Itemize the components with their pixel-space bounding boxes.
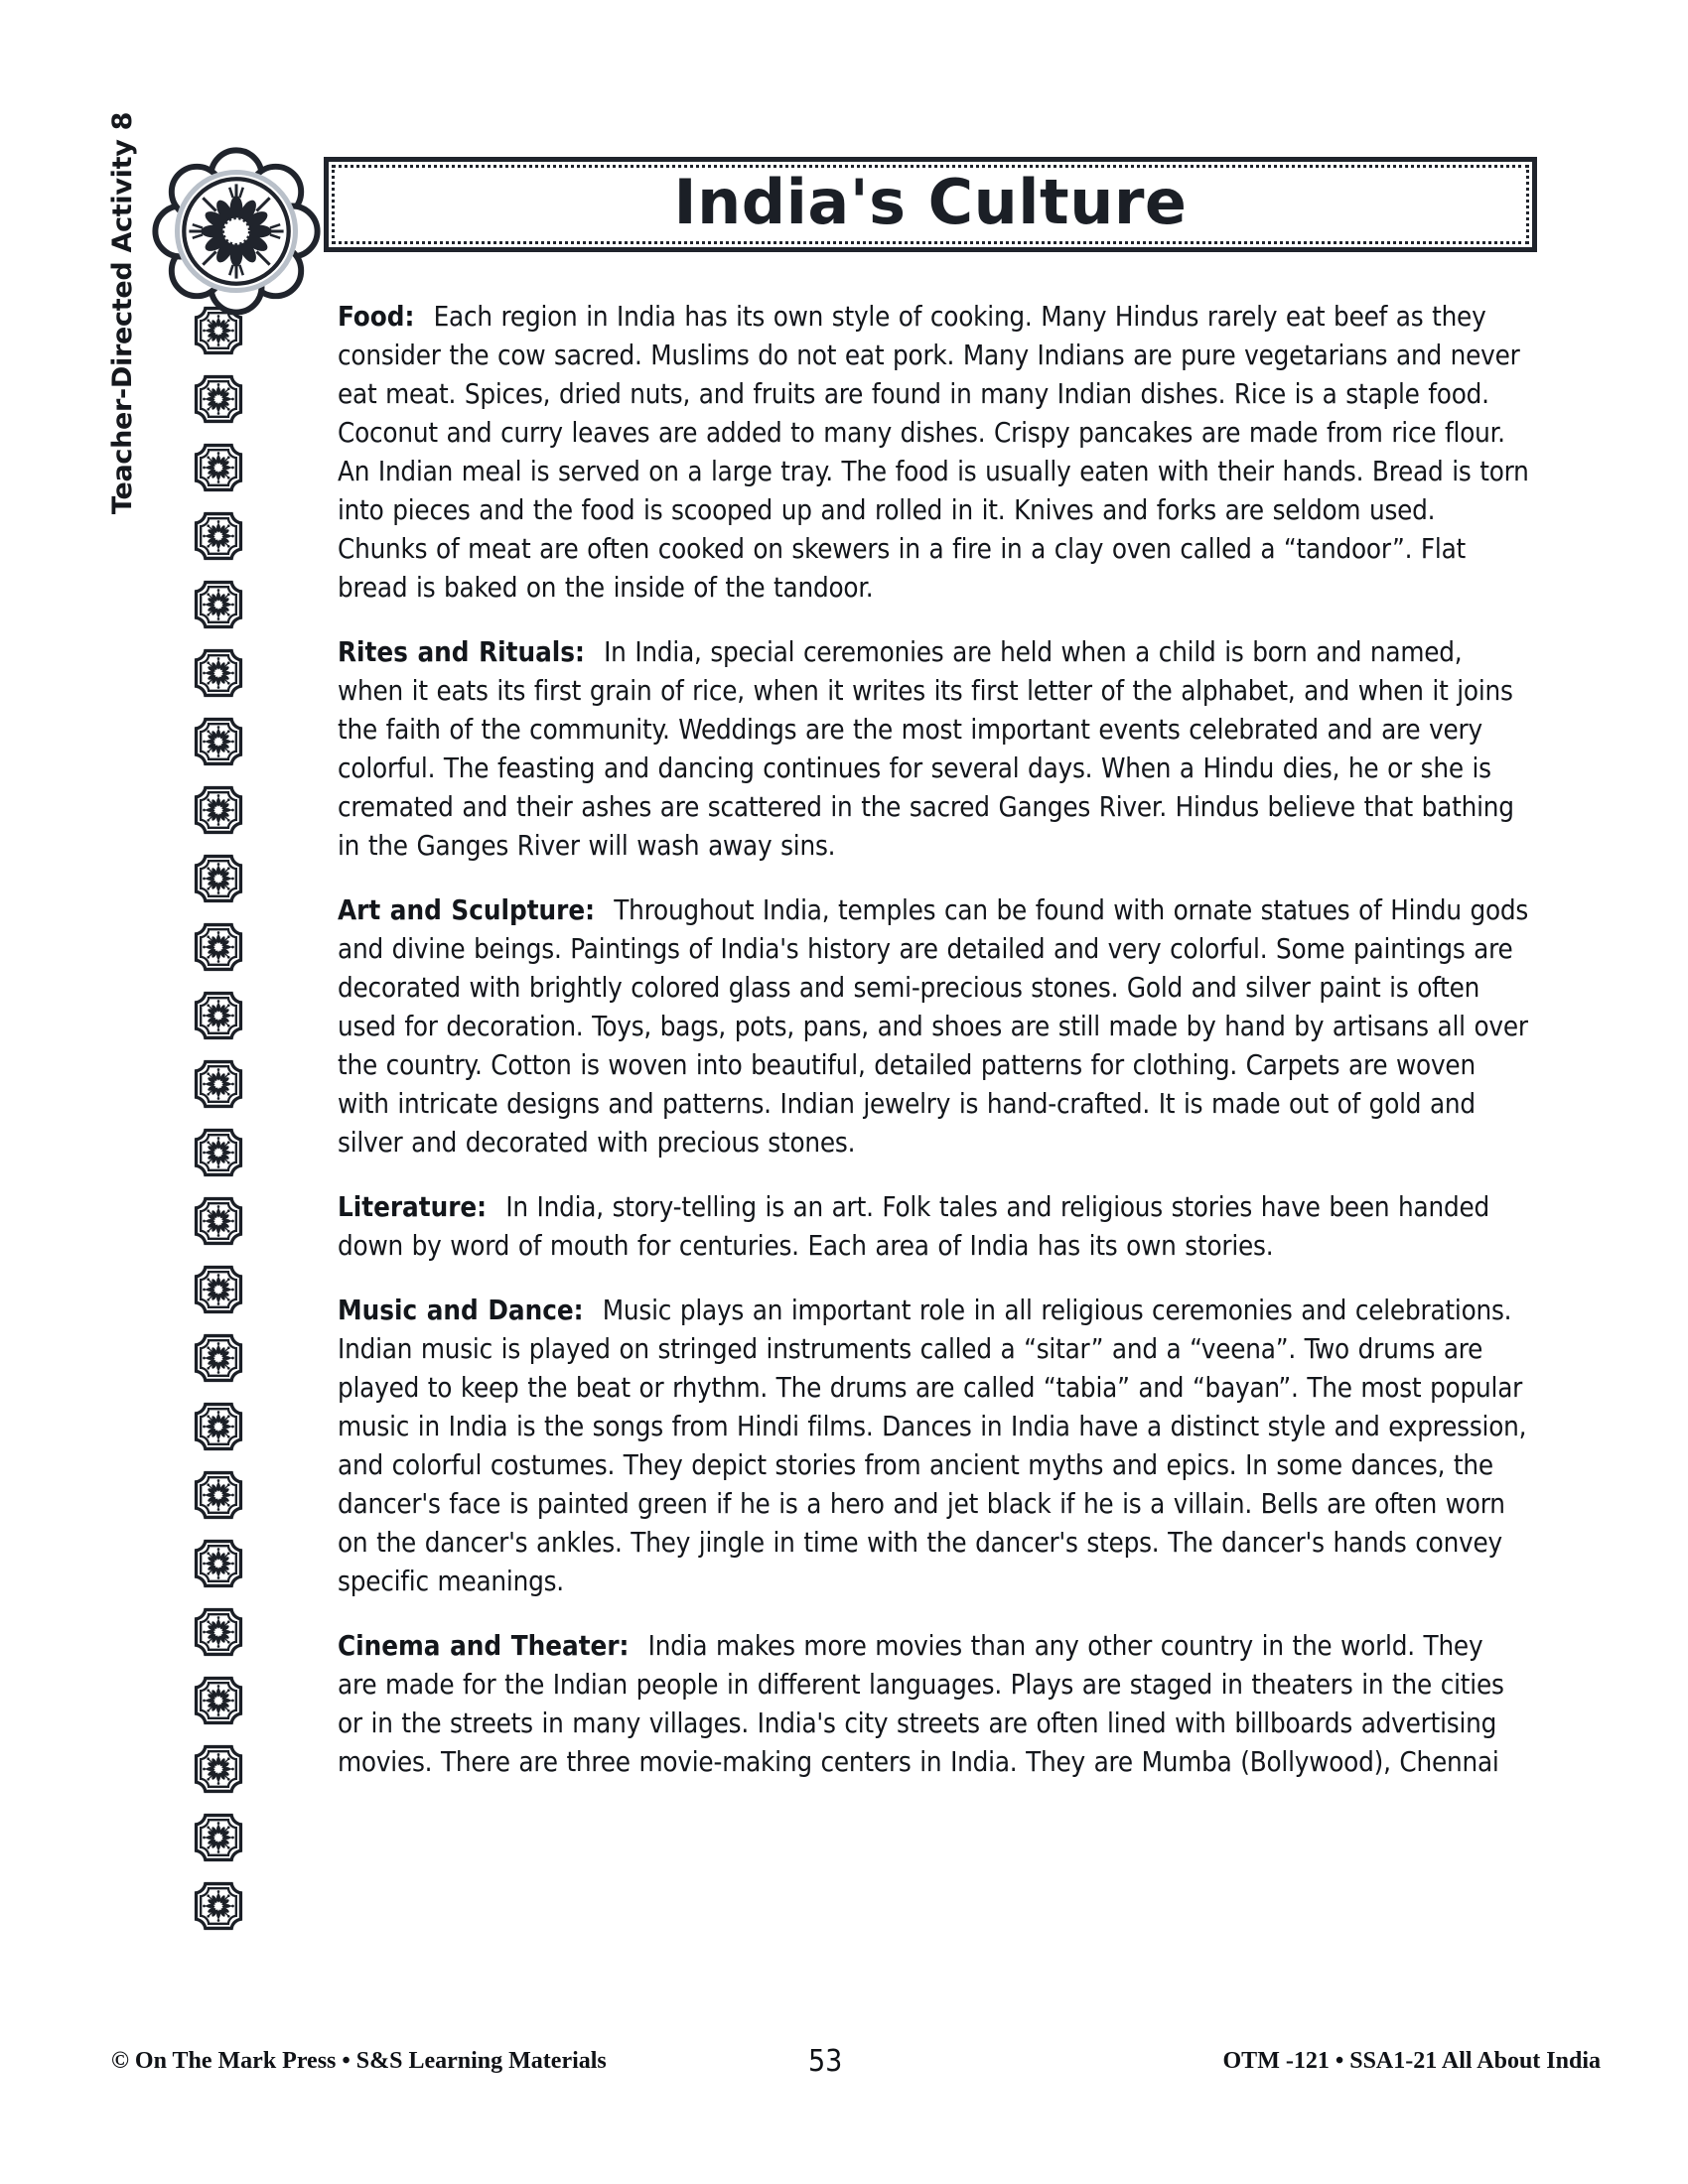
paragraph-heading: Rites and Rituals: [338,636,585,668]
quatrefoil-medallion-icon [186,640,251,706]
paragraph-heading: Art and Sculpture: [338,894,596,926]
page-header [139,147,1539,264]
content-paragraph [338,1292,1529,1601]
content-paragraph [338,633,1529,866]
quatrefoil-medallion-icon [186,777,251,843]
quatrefoil-medallion-icon [186,1736,251,1802]
paragraph-heading: Food: [338,301,415,333]
paragraph-text: Music plays an important role in all religious ceremonies and celebrations. Indian music is played on stringed instruments called a “sitar” and a “veena”. Two drums are played to keep the beat or rhythm. The drums are called “tabia” and “bayan”. The most popular music in India is the songs from Hindi films. Dances in India have a distinct style and expression, and colorful costumes. They depict stories from ancient myths and epics. In some dances, the dancer's face is painted green if he is a hero and jet black if he is a villain. Bells are often worn on the dancer's ankles. They jingle in time with the dancer's steps. The dancer's hands convey specific meanings. [338,1295,1527,1597]
quatrefoil-medallion-icon [186,1805,251,1870]
quatrefoil-medallion-icon [186,1188,251,1254]
quatrefoil-medallion-icon [186,503,251,569]
footer-copyright: © On The Mark Press • S&S Learning Materials [111,2047,607,2074]
content-paragraph [338,1188,1529,1266]
quatrefoil-medallion-icon [186,846,251,911]
paragraph-text: In India, special ceremonies are held when a child is born and named, when it eats its first grain of rice, when it writes its first letter of the alphabet, and when it joins the faith of the community. Weddings are the most important events celebrated and are very colorful. The feasting and dancing continues for several days. When a Hindu dies, he or she is cremated and their ashes are scattered in the sacred Ganges River. Hindus believe that bathing in the Ganges River will wash away sins. [338,636,1514,862]
quatrefoil-medallion-icon [186,1668,251,1733]
title-banner [324,157,1537,252]
quatrefoil-medallion-icon [186,1325,251,1391]
quatrefoil-medallion-icon [186,1873,251,1939]
quatrefoil-medallion-icon [186,1051,251,1117]
page-title: India's Culture [673,166,1188,238]
quatrefoil-medallion-icon [186,983,251,1048]
footer-product-code: OTM -121 • SSA1-21 All About India [1222,2047,1601,2074]
quatrefoil-medallion-icon [186,1462,251,1528]
content-paragraph [338,1627,1529,1782]
quatrefoil-medallion-icon [186,435,251,500]
paragraph-text: Each region in India has its own style of cooking. Many Hindus rarely eat beef as they consider the cow sacred. Muslims do not eat pork. Many Indians are pure vegetarians and never eat meat. Spices, dried nuts, and fruits are found in many Indian dishes. Rice is a staple food. Coconut and curry leaves are added to many dishes. Crispy pancakes are made from rice flour. An Indian meal is served on a large tray. The food is usually eaten with their hands. Bread is torn into pieces and the food is scooped up and rolled in it. Knives and forks are seldom used. Chunks of meat are often cooked on skewers in a fire in a clay oven called a “tandoor”. Flat bread is baked on the inside of the tandoor. [338,301,1529,604]
page-number: 53 [807,2043,843,2079]
quatrefoil-medallion-icon [186,572,251,637]
paragraph-heading: Cinema and Theater: [338,1630,630,1662]
quatrefoil-medallion-icon [186,1120,251,1185]
quatrefoil-medallion-icon [186,1531,251,1596]
paragraph-text: Throughout India, temples can be found with ornate statues of Hindu gods and divine beings. Paintings of India's history are detailed and very colorful. Some paintings are decorated with brightly colored glass and semi-precious stones. Gold and silver paint is often used for decoration. Toys, bags, pots, pans, and shoes are still made by hand by artisans all over the country. Cotton is woven into beautiful, detailed patterns for clothing. Carpets are woven with intricate designs and patterns. Indian jewelry is hand-crafted. It is made out of gold and silver and decorated with precious stones. [338,894,1529,1159]
paragraph-text: In India, story-telling is an art. Folk tales and religious stories have been handed down by word of mouth for centuries. Each area of India has its own stories. [338,1191,1489,1262]
activity-label [103,111,143,814]
quatrefoil-medallion-icon [186,366,251,432]
paragraph-heading: Literature: [338,1191,488,1223]
content-paragraph [338,298,1529,608]
lotus-mandala-icon [139,147,334,316]
quatrefoil-medallion-icon [186,709,251,774]
content-paragraph [338,891,1529,1162]
quatrefoil-medallion-icon [186,1394,251,1459]
activity-label-text: Teacher-Directed Activity 8 [107,111,139,515]
ornament-chain [177,298,260,2005]
quatrefoil-medallion-icon [186,1257,251,1322]
title-banner-inner [332,165,1529,244]
paragraph-text: India makes more movies than any other country in the world. They are made for the Indian people in different languages. Plays are staged in theaters in the cities or in the streets in many villages. India's city streets are often lined with billboards advertising movies. There are three movie-making centers in India. They are Mumba (Bollywood), Chennai [338,1630,1504,1778]
quatrefoil-medallion-icon [186,1599,251,1665]
paragraph-heading: Music and Dance: [338,1295,584,1326]
article-body [338,298,1529,1808]
page-footer [111,2041,1601,2081]
quatrefoil-medallion-icon [186,914,251,980]
